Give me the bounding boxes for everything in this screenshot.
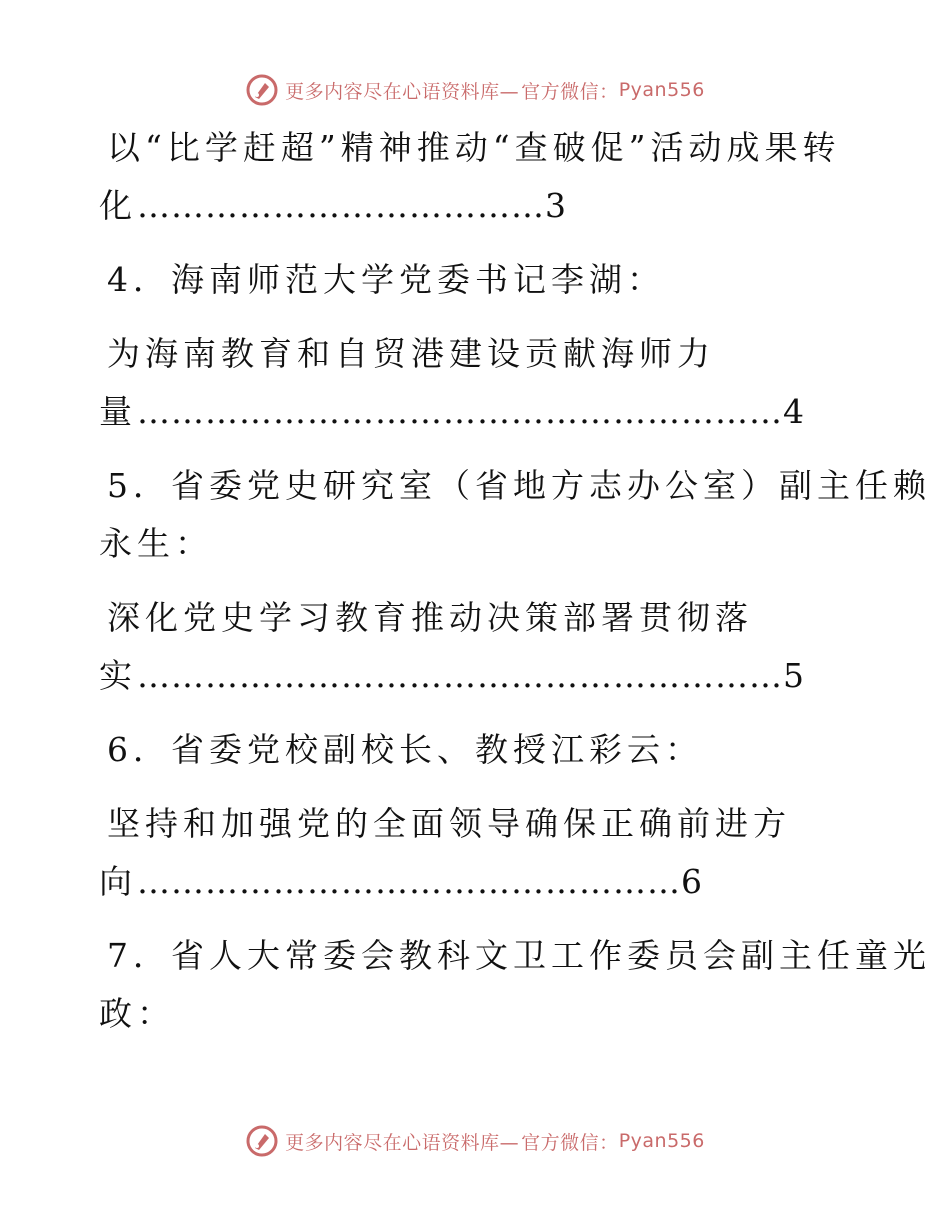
toc-entry-heading-tail: 政： bbox=[99, 994, 175, 1033]
toc-entry-heading: 5．省委党史研究室（省地方志办公室）副主任赖 bbox=[107, 466, 931, 505]
toc-leader-dots: ………………………………………………… bbox=[137, 656, 783, 695]
pen-nib-seal-icon bbox=[245, 73, 279, 107]
toc-entry-heading: 4．海南师范大学党委书记李湖： bbox=[107, 260, 665, 299]
watermark-wechat-id: Pyan556 bbox=[618, 79, 705, 101]
toc-entry-title: 深化党史学习教育推动决策部署贯彻落 bbox=[107, 598, 753, 637]
toc-entry-heading: 7．省人大常委会教科文卫工作委员会副主任童光 bbox=[107, 936, 931, 975]
toc-entry-heading-tail: 永生： bbox=[99, 524, 213, 563]
toc-entry-leader-line bbox=[99, 186, 566, 226]
toc-entry-title-tail: 实 bbox=[99, 656, 137, 695]
toc-entry-title: 坚持和加强党的全面领导确保正确前进方 bbox=[107, 804, 791, 843]
toc-entry-leader-line bbox=[99, 656, 804, 696]
toc-page-number: 4 bbox=[783, 392, 804, 431]
toc-leader-dots: ………………………………………… bbox=[137, 862, 681, 901]
watermark-footer bbox=[0, 1124, 950, 1158]
toc-leader-dots: ………………………………………………… bbox=[137, 392, 783, 431]
watermark-text: 更多内容尽在心语资料库— bbox=[285, 80, 520, 103]
toc-entry-heading: 6．省委党校副校长、教授江彩云： bbox=[107, 730, 703, 769]
toc-entry-title-tail: 向 bbox=[99, 862, 137, 901]
toc-entry-title: 以“比学赶超”精神推动“查破促”活动成果转 bbox=[107, 128, 841, 167]
toc-entry-title: 为海南教育和自贸港建设贡献海师力 bbox=[107, 334, 715, 373]
pen-nib-seal-icon bbox=[245, 1124, 279, 1158]
watermark-wechat-label: 官方微信： bbox=[521, 1131, 619, 1154]
toc-page-number: 6 bbox=[681, 862, 702, 901]
watermark-wechat-label: 官方微信： bbox=[521, 80, 619, 103]
toc-page-number: 5 bbox=[783, 656, 804, 695]
toc-entry-leader-line bbox=[99, 392, 804, 432]
toc-entry-title-tail: 化 bbox=[99, 186, 137, 225]
toc-leader-dots: ……………………………… bbox=[137, 186, 545, 225]
toc-page-number: 3 bbox=[545, 186, 566, 225]
watermark-header bbox=[0, 73, 950, 107]
toc-entry-title-tail: 量 bbox=[99, 392, 137, 431]
watermark-wechat-id: Pyan556 bbox=[618, 1130, 705, 1152]
toc-entry-leader-line bbox=[99, 862, 702, 902]
watermark-text: 更多内容尽在心语资料库— bbox=[285, 1131, 520, 1154]
